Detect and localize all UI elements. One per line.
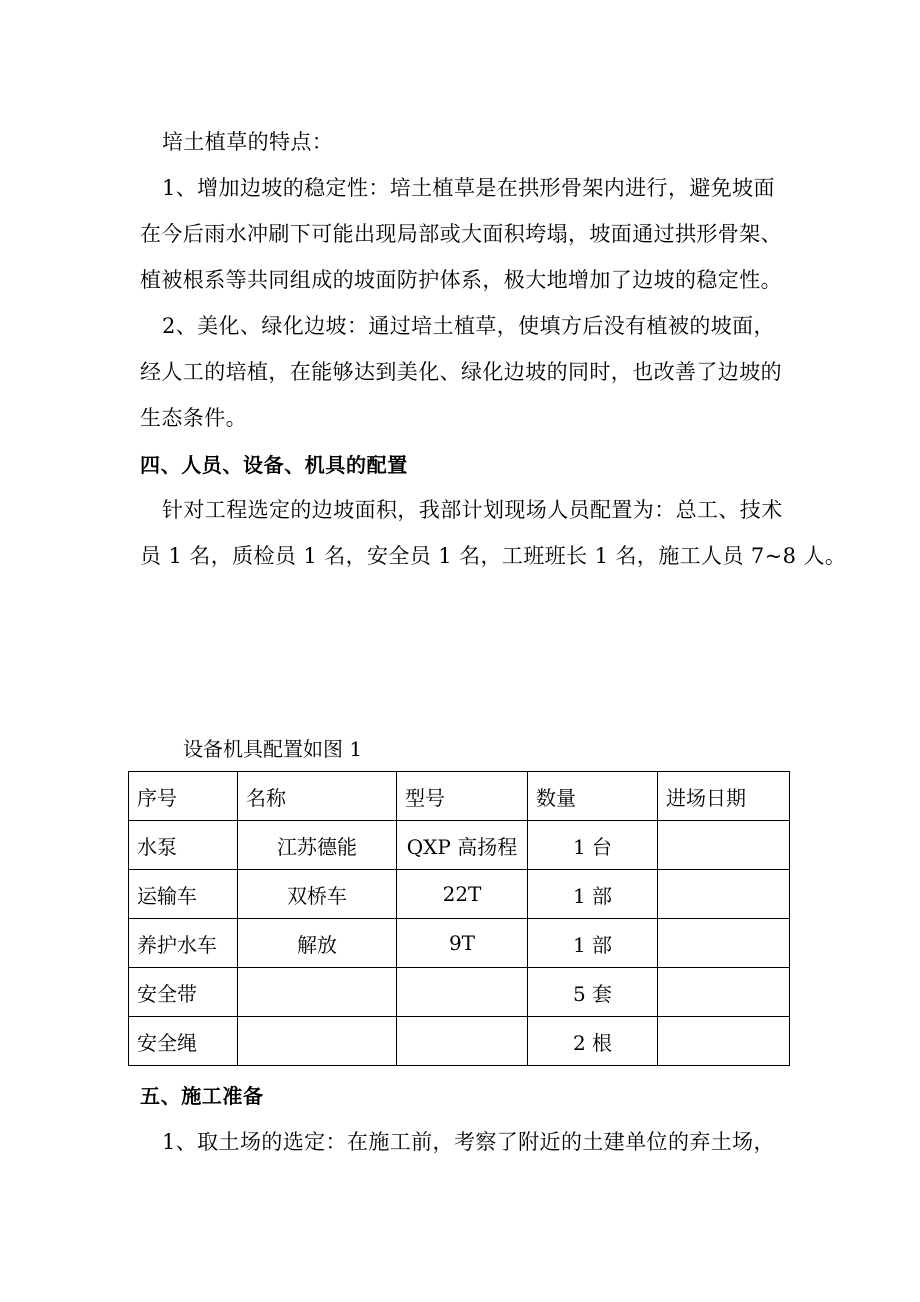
header-cell-entry-date: 进场日期 xyxy=(658,772,790,821)
table-cell: 9T xyxy=(397,919,528,968)
table-cell: 1 台 xyxy=(528,821,658,870)
table-cell: 安全带 xyxy=(129,968,238,1017)
paragraph-staffing-line-2: 员 1 名，质检员 1 名，安全员 1 名，工班班长 1 名，施工人员 7~8 人。 xyxy=(140,544,847,568)
table-cell xyxy=(658,821,790,870)
section-heading-four: 四、人员、设备、机具的配置 xyxy=(140,453,408,477)
table-cell xyxy=(238,968,397,1017)
table-cell xyxy=(658,870,790,919)
table-cell xyxy=(658,919,790,968)
table-cell xyxy=(397,1017,528,1066)
table-cell: 2 根 xyxy=(528,1017,658,1066)
table-cell: 安全绳 xyxy=(129,1017,238,1066)
table-cell: 养护水车 xyxy=(129,919,238,968)
table-row xyxy=(129,870,790,919)
table-cell: 解放 xyxy=(238,919,397,968)
paragraph-features-title: 培土植草的特点： xyxy=(162,130,334,154)
table-cell: 双桥车 xyxy=(238,870,397,919)
table-row xyxy=(129,1017,790,1066)
section-heading-five: 五、施工准备 xyxy=(140,1084,264,1108)
table-cell: 1 部 xyxy=(528,870,658,919)
paragraph-greening-line-3: 生态条件。 xyxy=(140,406,247,430)
table-cell xyxy=(238,1017,397,1066)
table-header-row xyxy=(129,772,790,821)
table-cell xyxy=(397,968,528,1017)
table-cell: 5 套 xyxy=(528,968,658,1017)
paragraph-greening-line-2: 经人工的培植，在能够达到美化、绿化边坡的同时，也改善了边坡的 xyxy=(140,360,782,384)
paragraph-stability-line-2: 在今后雨水冲刷下可能出现局部或大面积垮塌，坡面通过拱形骨架、 xyxy=(140,222,782,246)
paragraph-staffing-line-1: 针对工程选定的边坡面积，我部计划现场人员配置为：总工、技术 xyxy=(162,498,783,522)
table-cell: 水泵 xyxy=(129,821,238,870)
table-row xyxy=(129,821,790,870)
equipment-table xyxy=(128,771,790,1066)
table-caption: 设备机具配置如图 1 xyxy=(183,737,363,761)
header-cell-name: 名称 xyxy=(238,772,397,821)
paragraph-stability-line-3: 植被根系等共同组成的坡面防护体系，极大地增加了边坡的稳定性。 xyxy=(140,268,782,292)
table-cell: 22T xyxy=(397,870,528,919)
table-row xyxy=(129,919,790,968)
paragraph-greening-line-1: 2、美化、绿化边坡：通过培土植草，使填方后没有植被的坡面， xyxy=(162,314,775,338)
header-cell-model: 型号 xyxy=(397,772,528,821)
paragraph-stability-line-1: 1、增加边坡的稳定性：培土植草是在拱形骨架内进行，避免坡面 xyxy=(162,176,775,200)
table-row xyxy=(129,968,790,1017)
table-cell: 江苏德能 xyxy=(238,821,397,870)
paragraph-soil-site-line-1: 1、取土场的选定：在施工前，考察了附近的土建单位的弃土场， xyxy=(162,1130,775,1154)
header-cell-quantity: 数量 xyxy=(528,772,658,821)
table-cell: 运输车 xyxy=(129,870,238,919)
table-cell xyxy=(658,968,790,1017)
table-cell: QXP 高扬程 xyxy=(397,821,528,870)
header-cell-index: 序号 xyxy=(129,772,238,821)
table-cell xyxy=(658,1017,790,1066)
table-cell: 1 部 xyxy=(528,919,658,968)
